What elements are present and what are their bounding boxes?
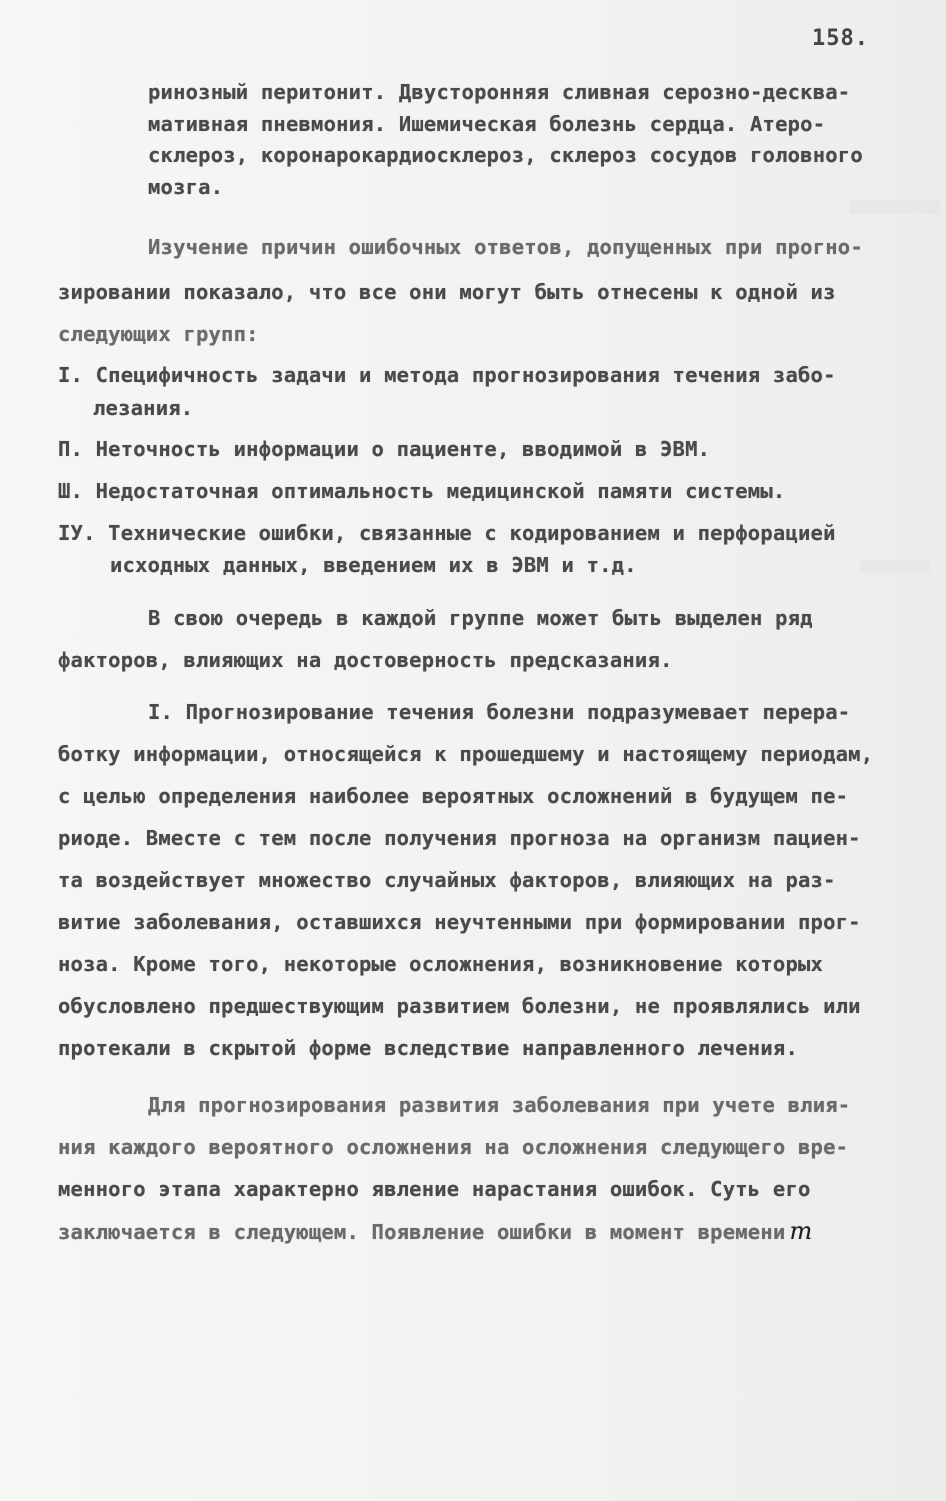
bleed-through-mark — [860, 560, 930, 572]
bleed-through-mark — [850, 200, 940, 214]
text-line: ния каждого вероятного осложнения на осложнения следующего вре- — [58, 1135, 849, 1159]
list-item: IУ. Технические ошибки, связанные с кодированием и перфорацией — [58, 521, 836, 545]
text-line: та воздействует множество случайных факторов, влияющих на раз- — [58, 868, 836, 892]
list-item: П. Неточность информации о пациенте, вводимой в ЭВМ. — [58, 437, 711, 461]
text-line: следующих групп: — [58, 322, 259, 346]
text-line: ботку информации, относящейся к прошедшему и настоящему периодам, — [58, 742, 874, 766]
text-line: ноза. Кроме того, некоторые осложнения, возникновение которых — [58, 952, 824, 976]
text-line: ринозный перитонит. Двусторонняя сливная серозно-десква- — [148, 80, 851, 104]
handwritten-variable: m — [789, 1217, 813, 1245]
text-line: мозга. — [148, 175, 224, 199]
text-line: обусловлено предшествующим развитием болезни, не проявлялись или — [58, 994, 861, 1018]
text-line: В свою очередь в каждой группе может быть выделен ряд — [148, 606, 813, 630]
text-line: Для прогнозирования развития заболевания при учете влия- — [148, 1093, 851, 1117]
list-item: I. Специфичность задачи и метода прогнозирования течения забо- — [58, 363, 836, 387]
text-line: риоде. Вместе с тем после получения прогноза на организм пациен- — [58, 826, 861, 850]
text-line: витие заболевания, оставшихся неучтенными при формировании прог- — [58, 910, 861, 934]
text-line: протекали в скрытой форме вследствие направленного лечения. — [58, 1036, 798, 1060]
text-line: факторов, влияющих на достоверность предсказания. — [58, 648, 673, 672]
text-line: менного этапа характерно явление нарастания ошибок. Суть его — [58, 1177, 811, 1201]
text-line: Изучение причин ошибочных ответов, допущенных при прогно- — [148, 235, 863, 259]
text-line: склероз, коронарокардиосклероз, склероз сосудов головного — [148, 143, 863, 167]
text-line: зировании показало, что все они могут быть отнесены к одной из — [58, 280, 836, 304]
list-item-continuation: лезания. — [93, 396, 194, 420]
text-line: с целью определения наиболее вероятных осложнений в будущем пе- — [58, 784, 849, 808]
text-line: заключается в следующем. Появление ошибки в момент времени — [58, 1220, 786, 1244]
text-line-with-variable — [58, 1217, 812, 1245]
list-item: Ш. Недостаточная оптимальность медицинской памяти системы. — [58, 479, 786, 503]
text-line: I. Прогнозирование течения болезни подразумевает перера- — [148, 700, 851, 724]
list-item-continuation: исходных данных, введением их в ЭВМ и т.д. — [110, 553, 637, 577]
page-number: 158. — [812, 26, 869, 51]
text-line: мативная пневмония. Ишемическая болезнь сердца. Атеро- — [148, 112, 826, 136]
